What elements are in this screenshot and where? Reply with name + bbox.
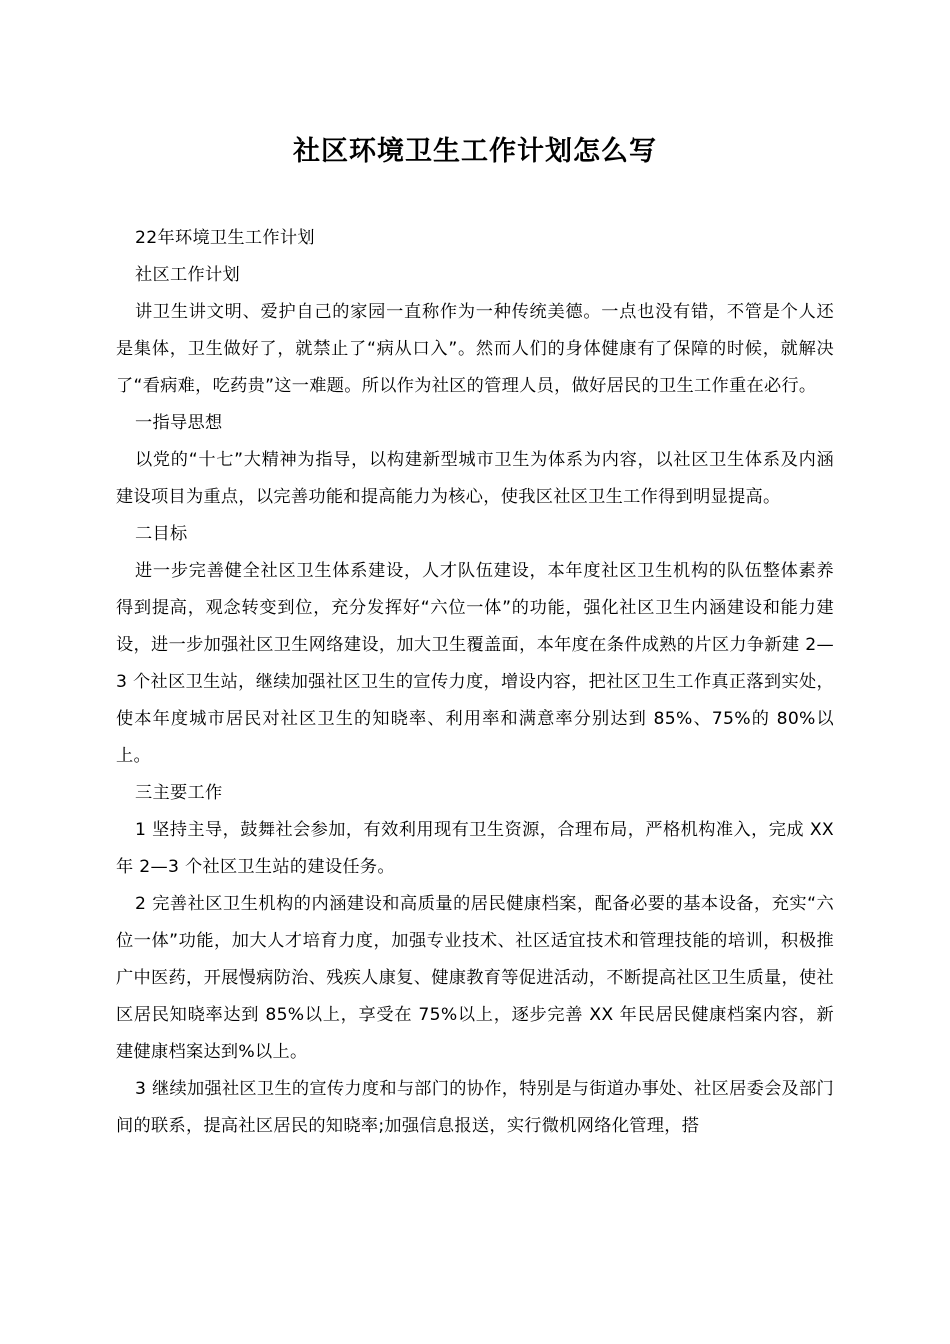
document-title: 社区环境卫生工作计划怎么写 xyxy=(293,136,657,167)
body-paragraph: 以党的“十七”大精神为指导，以构建新型城市卫生为体系为内容，以社区卫生体系及内涵建设项目为重点，以完善功能和提高能力为核心，使我区社区卫生工作得到明显提高。 xyxy=(116,450,834,507)
body-paragraph: 进一步完善健全社区卫生体系建设，人才队伍建设，本年度社区卫生机构的队伍整体素养得到提高，观念转变到位，充分发挥好“六位一体”的功能，强化社区卫生内涵建设和能力建设，进一步加强社区卫生网络建设，加大卫生覆盖面，本年度在条件成熟的片区力争新建 2—3 个社区卫生站，继续加强社区卫生的宣传力度，增设内容，把社区卫生工作真正落到实处，使本年度城市居民对社区卫生的知晓率、利用率和满意率分别达到 85%、75%的 80%以上。 xyxy=(116,561,834,766)
document-body xyxy=(116,220,834,1145)
section-heading: 二目标 xyxy=(135,524,188,544)
body-paragraph: 讲卫生讲文明、爱护自己的家园一直称作为一种传统美德。一点也没有错，不管是个人还是集体，卫生做好了，就禁止了“病从口入”。然而人们的身体健康有了保障的时候，就解决了“看病难，吃药贵”这一难题。所以作为社区的管理人员，做好居民的卫生工作重在必行。 xyxy=(116,302,834,396)
subtitle-line: 社区工作计划 xyxy=(135,265,240,285)
subtitle-line: 22年环境卫生工作计划 xyxy=(135,228,315,248)
list-item: 1 坚持主导，鼓舞社会参加，有效利用现有卫生资源，合理布局，严格机构准入，完成 XX 年 2—3 个社区卫生站的建设任务。 xyxy=(116,820,834,877)
section-heading: 三主要工作 xyxy=(135,783,223,803)
list-item: 2 完善社区卫生机构的内涵建设和高质量的居民健康档案，配备必要的基本设备，充实“六位一体”功能，加大人才培育力度，加强专业技术、社区适宜技术和管理技能的培训，积极推广中医药，开展慢病防治、残疾人康复、健康教育等促进活动，不断提高社区卫生质量，使社区居民知晓率达到 85%以上，享受在 75%以上，逐步完善 XX 年民居民健康档案内容，新建健康档案达到%以上。 xyxy=(116,894,834,1062)
section-heading: 一指导思想 xyxy=(135,413,223,433)
list-item: 3 继续加强社区卫生的宣传力度和与部门的协作，特别是与街道办事处、社区居委会及部门间的联系，提高社区居民的知晓率;加强信息报送，实行微机网络化管理，搭 xyxy=(116,1079,835,1136)
